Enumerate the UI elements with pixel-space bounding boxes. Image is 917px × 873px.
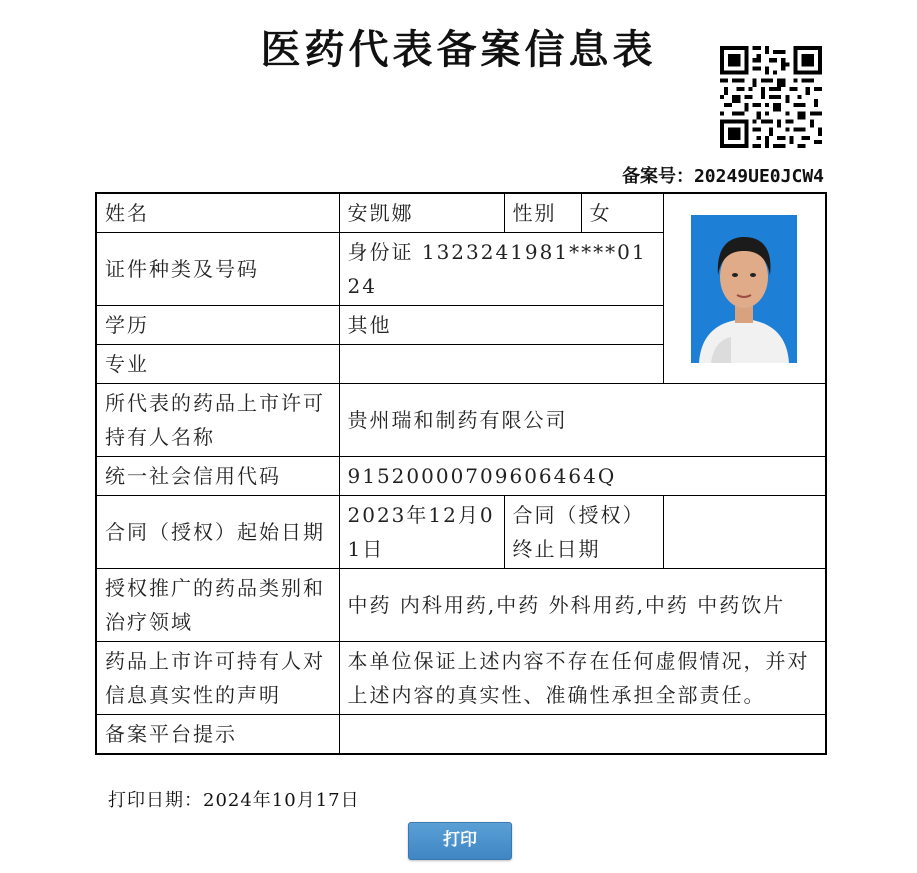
gender-value: 女: [581, 193, 663, 233]
qr-code-icon: [720, 46, 822, 148]
record-number-line: [622, 162, 824, 188]
gender-label: 性别: [504, 193, 581, 233]
name-label: 姓名: [96, 193, 339, 233]
table-row-name: [96, 193, 826, 233]
id-value: 身份证 1323241981****0124: [339, 233, 663, 306]
table-row-contract: [96, 496, 826, 569]
drug-category-value: 中药 内科用药,中药 外科用药,中药 中药饮片: [339, 569, 826, 642]
table-row-declaration: [96, 642, 826, 715]
education-label: 学历: [96, 306, 339, 345]
info-table: [95, 192, 827, 755]
document-title: 医药代表备案信息表: [260, 26, 657, 73]
declaration-label: 药品上市许可持有人对信息真实性的声明: [96, 642, 339, 715]
contract-end-label: 合同（授权）终止日期: [504, 496, 663, 569]
table-row-holder: [96, 384, 826, 457]
name-value: 安凯娜: [339, 193, 504, 233]
avatar: [691, 215, 797, 363]
table-row-credit-code: [96, 457, 826, 496]
credit-code-label: 统一社会信用代码: [96, 457, 339, 496]
contract-start-value: 2023年12月01日: [339, 496, 504, 569]
record-number-label: 备案号：: [621, 166, 694, 187]
table-row-drug-category: [96, 569, 826, 642]
id-label: 证件种类及号码: [96, 233, 339, 306]
print-button[interactable]: 打印: [408, 822, 512, 860]
holder-value: 贵州瑞和制药有限公司: [339, 384, 826, 457]
platform-tip-label: 备案平台提示: [96, 715, 339, 755]
platform-tip-value: [339, 715, 826, 755]
education-value: 其他: [339, 306, 663, 345]
holder-label: 所代表的药品上市许可持有人名称: [96, 384, 339, 457]
print-date: 打印日期：2024年10月17日: [108, 790, 360, 811]
major-label: 专业: [96, 345, 339, 384]
major-value: [339, 345, 663, 384]
record-number-value: 20249UE0JCW4: [693, 166, 824, 187]
photo-cell: [663, 193, 826, 384]
table-row-platform-tip: [96, 715, 826, 755]
contract-end-value: [663, 496, 826, 569]
credit-code-value: 91520000709606464Q: [339, 457, 826, 496]
contract-start-label: 合同（授权）起始日期: [96, 496, 339, 569]
drug-category-label: 授权推广的药品类别和治疗领域: [96, 569, 339, 642]
declaration-value: 本单位保证上述内容不存在任何虚假情况，并对上述内容的真实性、准确性承担全部责任。: [339, 642, 826, 715]
